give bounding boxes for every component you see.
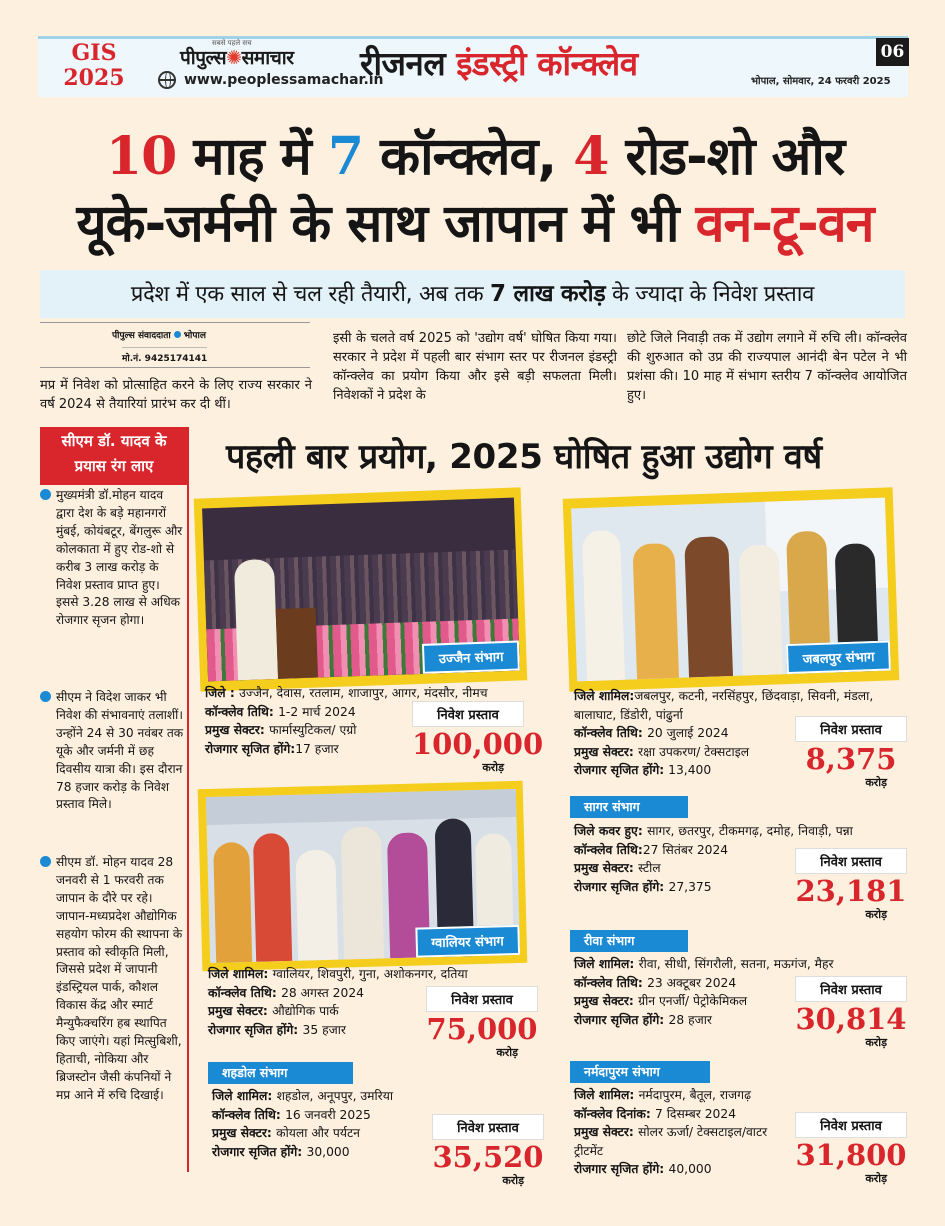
sector-label: प्रमुख सेक्टर:: [574, 1125, 639, 1139]
photo-frame-ujjain: [194, 487, 528, 691]
section-title-a: रीजनल: [360, 44, 446, 83]
headline-highlight: वन-टू-वन: [695, 194, 874, 254]
date-label: कॉन्क्लेव दिनांक:: [574, 1106, 656, 1121]
deck-text: के ज्यादा के निवेश प्रस्ताव: [605, 282, 815, 307]
byline-reporter: [112, 328, 206, 341]
sector-label: प्रमुख सेक्टर:: [574, 744, 639, 759]
sector-label: प्रमुख सेक्टर:: [208, 1004, 273, 1018]
sidebar-divider: [187, 427, 189, 1172]
jobs-value: 35 हजार: [302, 1022, 346, 1037]
sector-value: कोयला और पर्यटन: [276, 1126, 360, 1140]
investment-label: निवेश प्रस्ताव: [795, 716, 907, 742]
investment-label: निवेश प्रस्ताव: [432, 1114, 544, 1140]
shahdol-division-bar: शहडोल संभाग: [208, 1062, 353, 1084]
photo-gwalior-conclave: [206, 789, 520, 963]
headline-number-10: 10: [105, 126, 177, 187]
photo-caption: जबलपुर संभाग: [786, 640, 891, 674]
deck-text: प्रदेश में एक साल से चल रही तैयारी, अब तक: [130, 282, 491, 307]
narmadapuram-division-bar: नर्मदापुरम संभाग: [570, 1061, 710, 1083]
investment-label: निवेश प्रस्ताव: [426, 986, 538, 1012]
narmadapuram-investment: [795, 1112, 907, 1185]
headline-text: माह में: [176, 127, 328, 187]
date-value: 28 अगस्त 2024: [281, 985, 364, 1000]
sagar-investment: [795, 848, 907, 921]
photo-person: [582, 530, 625, 681]
sector-value: फार्मास्युटिकल/ एग्रो: [269, 723, 357, 737]
jobs-value: 40,000: [668, 1162, 712, 1176]
headline-text: रोड-शो और: [608, 127, 845, 187]
jobs-label: रोजगार सृजित होंगे:: [574, 763, 665, 777]
sidebar-item: [40, 854, 185, 1105]
sidebar-item-text: सीएम ने विदेश जाकर भी निवेश की संभावनाएं तलाशीं। उन्होंने 24 से 30 नवंबर तक यूके और जर्मनी में छह दिवसीय यात्रा की। इस दौरान 78 हजार करोड़ के निवेश प्रस्ताव मिले।: [56, 690, 184, 812]
photo-speaker: [234, 559, 278, 680]
jobs-label: रोजगार सृजित होंगे:: [574, 1012, 669, 1027]
sidebar-heading-line-1: सीएम डॉ. यादव के: [61, 432, 167, 450]
section-title-b: इंडस्ट्री कॉन्क्लेव: [456, 44, 638, 83]
date-label: कॉन्क्लेव तिथि:: [574, 975, 648, 990]
gis-logo-line1: GIS: [71, 40, 117, 66]
photo-person: [738, 544, 783, 675]
sidebar-item-text: सीएम डॉ. मोहन यादव 28 जनवरी से 1 फरवरी तक जापान के दौरे पर रहे। जापान-मध्यप्रदेश औद्योगिक सहयोग फोरम की स्थापना के प्रस्ताव को स्वीकृति मिली, जिससे प्रदेश में जापानी इंडस्ट्रियल पार्क, कौशल विकास केंद्र और स्मार्ट मैन्युफैक्चरिंग हब स्थापित किए जाएंगे। यहां मित्सुबिशी, हिताची, नोकिया और ब्रिजस्टोन जैसी कंपनियों ने मप्र आने में रुचि दिखाई।: [56, 855, 183, 1102]
sector-value: ग्रीन एनर्जी/ पेट्रोकेमिकल: [638, 994, 748, 1008]
investment-unit: करोड़: [496, 1046, 518, 1059]
date-value: 16 जनवरी 2025: [285, 1107, 371, 1122]
date-value: 23 अक्टूबर 2024: [647, 975, 737, 990]
jobs-label: रोजगार सृजित होंगे:: [574, 1162, 669, 1176]
photo-ujjain-conclave: [202, 498, 520, 682]
districts-value: शहडोल, अनूपपुर, उमरिया: [276, 1089, 394, 1103]
investment-label: निवेश प्रस्ताव: [412, 701, 524, 727]
byline-place: भोपाल: [183, 331, 206, 341]
districts-label: जिले शामिल:: [574, 1088, 639, 1102]
investment-label: निवेश प्रस्ताव: [795, 976, 907, 1002]
districts-value: ग्वालियर, शिवपुरी, गुना, अशोकनगर, दतिया: [272, 967, 468, 981]
districts-value: जबलपुर, कटनी, नरसिंहपुर, छिंदवाड़ा, सिवनी, मंडला, बालाघाट, डिंडोरी, पांढुर्ना: [574, 689, 874, 722]
investment-amount: 35,520: [432, 1140, 544, 1174]
sidebar-heading: [40, 427, 188, 482]
bullet-icon: [40, 489, 51, 500]
districts-row: [208, 965, 528, 984]
headline-line-2: [40, 192, 910, 256]
districts-row: [574, 822, 904, 841]
investment-amount: 75,000: [426, 1012, 538, 1046]
website-url[interactable]: www.peoplessamachar.in: [184, 72, 384, 88]
sidebar-item: [40, 689, 185, 814]
districts-value: उज्जैन, देवास, रतलाम, शाजापुर, आगर, मंदसौर, नीमच: [239, 686, 488, 700]
investment-label: निवेश प्रस्ताव: [795, 848, 907, 874]
sector-value: स्टील: [638, 861, 661, 875]
date-value: 1-2 मार्च 2024: [278, 704, 356, 719]
bullet-icon: [40, 856, 51, 867]
bullet-icon: [40, 691, 51, 702]
investment-unit: करोड़: [865, 1036, 887, 1049]
sidebar-item-text: मुख्यमंत्री डॉ.मोहन यादव द्वारा देश के बड़े महानगरों मुंबई, कोयंबटूर, बेंगलुरू और कोलकाता में हुए रोड-शो से करीब 3 लाख करोड़ के निवेश प्रस्ताव प्राप्त हुए। इससे 3.28 लाख से अधिक रोजगार सृजन होगा।: [56, 488, 183, 628]
intro-column-2: इसी के चलते वर्ष 2025 को 'उद्योग वर्ष' घोषित किया गया। सरकार ने प्रदेश में पहली बार संभाग स्तर पर रीजनल इंडस्ट्री कॉन्क्लेव का प्रयोग किया और इसे बड़ी सफलता मिली। निवेशकों ने प्रदेश के: [333, 331, 617, 403]
districts-value: सागर, छतरपुर, टीकमगढ़, दमोह, निवाड़ी, पन्ना: [647, 824, 853, 838]
date-label: कॉन्क्लेव तिथि:: [208, 985, 282, 1000]
jobs-value: 17 हजार: [295, 741, 339, 756]
page-number: 06: [876, 38, 909, 66]
jobs-value: 28 हजार: [668, 1012, 712, 1027]
photo-caption: उज्जैन संभाग: [422, 641, 520, 674]
photo-person: [684, 536, 733, 677]
jobs-value: 13,400: [664, 763, 712, 777]
date-label: कॉन्क्लेव तिथि:: [205, 704, 279, 719]
photo-caption: ग्वालियर संभाग: [415, 925, 520, 958]
photo-frame-gwalior: [198, 781, 528, 971]
intro-column-1: मप्र में निवेश को प्रोत्साहित करने के लिए राज्य सरकार ने वर्ष 2024 से तैयारियां प्रारंभ कर दी थीं।: [40, 378, 312, 412]
districts-row: [574, 1086, 904, 1105]
photo-podium: [276, 608, 318, 679]
investment-unit: करोड़: [482, 761, 504, 774]
dateline: भोपाल, सोमवार, 24 फरवरी 2025: [751, 76, 891, 87]
investment-amount: 23,181: [795, 874, 907, 908]
sector-value: रक्षा उपकरण/ टेक्सटाइल: [638, 744, 750, 759]
shahdol-investment: [432, 1114, 544, 1187]
investment-label: निवेश प्रस्ताव: [795, 1112, 907, 1138]
investment-unit: करोड़: [865, 776, 887, 789]
byline-name: पीपुल्स संवाददाता: [112, 331, 171, 341]
sagar-division-bar: सागर संभाग: [570, 796, 688, 818]
investment-unit: करोड़: [502, 1174, 524, 1187]
districts-label: जिले शामिल:: [574, 957, 639, 971]
sector-value: सोलर ऊर्जा/ टेक्सटाइल/वाटर ट्रीटमेंट: [574, 1125, 768, 1158]
sun-icon: ✺: [226, 47, 242, 69]
photo-person: [253, 833, 292, 962]
investment-amount: 31,800: [795, 1138, 907, 1172]
districts-label: जिले कवर हुए:: [574, 824, 648, 838]
headline-number-4: 4: [573, 126, 609, 187]
photo-person: [295, 850, 338, 961]
newspaper-logo: [180, 44, 293, 70]
date-value: 20 जुलाई 2024: [647, 726, 729, 740]
date-value: 27 सितंबर 2024: [642, 842, 729, 857]
photo-person: [213, 842, 252, 963]
photo-person: [341, 827, 384, 960]
gis-2025-logo: [58, 41, 130, 91]
photo-frame-jabalpur: [563, 487, 900, 691]
ujjain-investment: [412, 701, 544, 774]
gis-logo-line2: 2025: [63, 65, 125, 91]
districts-value: रीवा, सीधी, सिंगरौली, सतना, मऊगंज, मैहर: [638, 957, 834, 971]
date-label: कॉन्क्लेव तिथि:: [574, 842, 643, 857]
date-value: 7 दिसम्बर 2024: [655, 1106, 737, 1121]
photo-person: [632, 543, 679, 679]
jobs-label: रोजगार सृजित होंगे:: [205, 741, 296, 756]
date-label: कॉन्क्लेव तिथि:: [212, 1107, 286, 1122]
headline-number-7: 7: [327, 126, 364, 187]
logo-tagline: सबसे पहले सच: [212, 39, 252, 47]
sidebar-rule: [40, 482, 188, 485]
investment-amount: 30,814: [795, 1002, 907, 1036]
investment-unit: करोड़: [865, 908, 887, 921]
sector-label: प्रमुख सेक्टर:: [212, 1126, 277, 1140]
byline-phone: मो.नं. 9425174141: [122, 347, 207, 364]
section-heading: पहली बार प्रयोग, 2025 घोषित हुआ उद्योग वर्ष: [226, 437, 822, 477]
jobs-value: 27,375: [668, 879, 712, 894]
headline-line-1: [40, 125, 910, 189]
districts-label: जिले शामिल:: [574, 689, 635, 703]
districts-row: [205, 684, 525, 703]
gwalior-investment: [426, 986, 538, 1059]
globe-icon: [158, 71, 176, 89]
jabalpur-investment: [795, 716, 907, 789]
districts-row: [212, 1087, 532, 1106]
rewa-investment: [795, 976, 907, 1049]
jobs-value: 30,000: [306, 1144, 350, 1159]
logo-name-part-b: समाचार: [241, 47, 294, 69]
section-title: [360, 40, 638, 85]
photo-jabalpur-conclave: [571, 498, 891, 682]
districts-label: जिले शामिल:: [208, 967, 273, 981]
districts-label: जिले :: [205, 686, 240, 700]
districts-value: नर्मदापुरम, बैतूल, राजगढ़: [638, 1088, 752, 1102]
investment-unit: करोड़: [865, 1172, 887, 1185]
headline-text: कॉन्क्लेव,: [363, 127, 574, 187]
districts-label: जिले शामिल:: [212, 1089, 277, 1103]
investment-amount: 100,000: [412, 727, 544, 761]
sector-label: प्रमुख सेक्टर:: [205, 723, 270, 737]
sector-label: प्रमुख सेक्टर:: [574, 994, 639, 1008]
byline: [40, 322, 310, 368]
rewa-division-bar: रीवा संभाग: [570, 930, 688, 952]
investment-amount: 8,375: [805, 742, 897, 776]
intro-column-3: छोटे जिले निवाड़ी तक में उद्योग लगाने में रुचि ली। कॉन्क्लेव की शुरुआत को उप्र की राज्यपाल आनंदी बेन पटेल ने भी प्रशंसा की। 10 माह में संभाग स्तरीय 7 कॉन्क्लेव आयोजित हुए।: [627, 331, 907, 403]
jobs-label: रोजगार सृजित होंगे:: [208, 1022, 303, 1037]
districts-row: [574, 955, 904, 974]
jobs-label: रोजगार सृजित होंगे:: [574, 879, 669, 894]
logo-name-part-a: पीपुल्स: [180, 47, 227, 69]
headline-deck: [40, 270, 905, 318]
sector-label: प्रमुख सेक्टर:: [574, 861, 639, 875]
dot-icon: [174, 331, 181, 338]
sector-value: औद्योगिक पार्क: [272, 1004, 339, 1018]
deck-highlight: 7 लाख करोड़: [490, 281, 606, 307]
sidebar-heading-line-2: प्रयास रंग लाए: [74, 457, 154, 475]
headline-text: यूके-जर्मनी के साथ जापान में भी: [76, 194, 696, 254]
photo-backdrop: [206, 789, 517, 825]
date-label: कॉन्क्लेव तिथि:: [574, 726, 648, 740]
jobs-label: रोजगार सृजित होंगे:: [212, 1144, 307, 1159]
sidebar-item: [40, 487, 185, 630]
